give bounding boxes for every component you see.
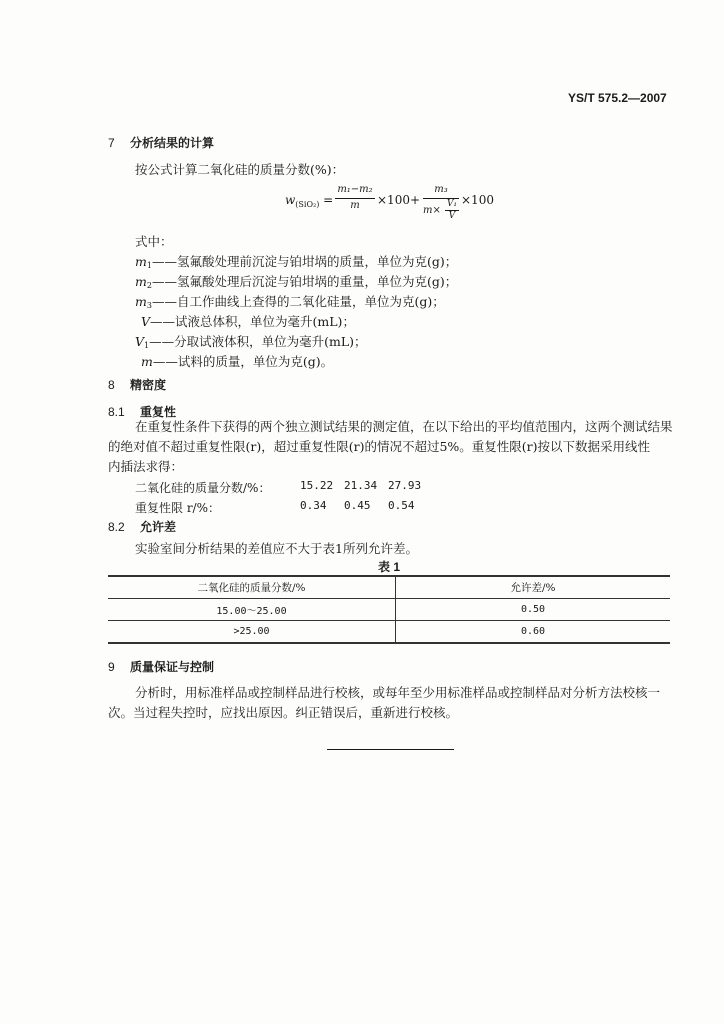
tolerance-text: 实验室间分析结果的差值应不大于表1所列允许差。: [135, 541, 418, 556]
table-header-row: [108, 576, 670, 599]
section-8-2-title: 允许差: [140, 520, 177, 534]
where-label: 式中：: [135, 234, 173, 249]
table-header-tolerance: 允许差/%: [396, 576, 671, 599]
table-caption: 表 1: [378, 560, 401, 574]
table-cell: 0.60: [396, 621, 671, 644]
definition-V1: V1——分取试液体积，单位为毫升(mL)；: [135, 334, 367, 350]
definition-m: m——试料的质量，单位为克(g)。: [141, 354, 334, 369]
section-7-title: 分析结果的计算: [130, 136, 215, 150]
formula-times100-a: ×100+: [377, 193, 421, 207]
section-8-heading: [108, 376, 166, 393]
formula-fraction-2: m₃ m× V₁ V: [423, 184, 458, 221]
formula-times100-b: ×100: [461, 193, 494, 207]
end-of-document-rule: [327, 749, 454, 750]
table-header-mass-fraction: 二氧化硅的质量分数/%: [108, 576, 396, 599]
definition-m2: m2——氢氟酸处理后沉淀与铂坩埚的重量，单位为克(g)；: [135, 274, 458, 290]
definition-V: V——试液总体积，单位为毫升(mL)；: [141, 314, 355, 329]
section-8-number: 8: [108, 378, 115, 392]
table-cell: 0.50: [396, 599, 671, 621]
section-7-number: 7: [108, 136, 115, 150]
section-9-number: 9: [108, 660, 115, 674]
tolerance-table: [108, 575, 670, 644]
table-row: [108, 621, 670, 644]
section-8-2-number: 8.2: [108, 520, 125, 534]
formula-lhs: $w_{(SiO_2)}$ =: [285, 193, 334, 209]
formula-fraction-1: m₁−m₂ m: [335, 181, 375, 221]
section-7-heading: [108, 134, 214, 151]
section-9-title: 质量保证与控制: [130, 660, 215, 674]
definition-m3: m3——自工作曲线上查得的二氧化硅量，单位为克(g)；: [135, 294, 445, 310]
quality-paragraph: 分析时，用标准样品或控制样品进行校核，或每年至少用标准样品或控制样品对分析方法校核一 次。当过程失控时，应找出原因。纠正错误后，重新进行校核。: [108, 685, 661, 720]
precision-data: 二氧化硅的质量分数/%： 15.22 21.34 27.93 重复性限 r/%： 0.34 0.45 0.54: [135, 479, 422, 515]
section-8-1-number: 8.1: [108, 405, 125, 419]
table-cell: >25.00: [108, 621, 396, 644]
section-8-1-title: 重复性: [140, 405, 177, 419]
section-8-title: 精密度: [130, 378, 167, 392]
repeatability-paragraph: 在重复性条件下获得的两个独立测试结果的测定值，在以下给出的平均值范围内，这两个测试结果 的绝对值不超过重复性限(r)，超过重复性限(r)的情况不超过5%。重复性限(r)按以下数据采用线性 内插法求得：: [108, 419, 673, 474]
table-cell: 15.00～25.00: [108, 599, 396, 621]
formula: [285, 181, 505, 227]
definition-m1: m1——氢氟酸处理前沉淀与铂坩埚的质量，单位为克(g)；: [135, 254, 458, 270]
table-row: [108, 599, 670, 621]
formula-inner-fraction: V₁ V: [446, 199, 458, 221]
section-9-heading: [108, 658, 214, 675]
document-code: YS/T 575.2—2007: [568, 91, 667, 105]
section-7-intro: 按公式计算二氧化硅的质量分数(%)：: [135, 162, 345, 177]
section-8-2-heading: [108, 518, 176, 535]
